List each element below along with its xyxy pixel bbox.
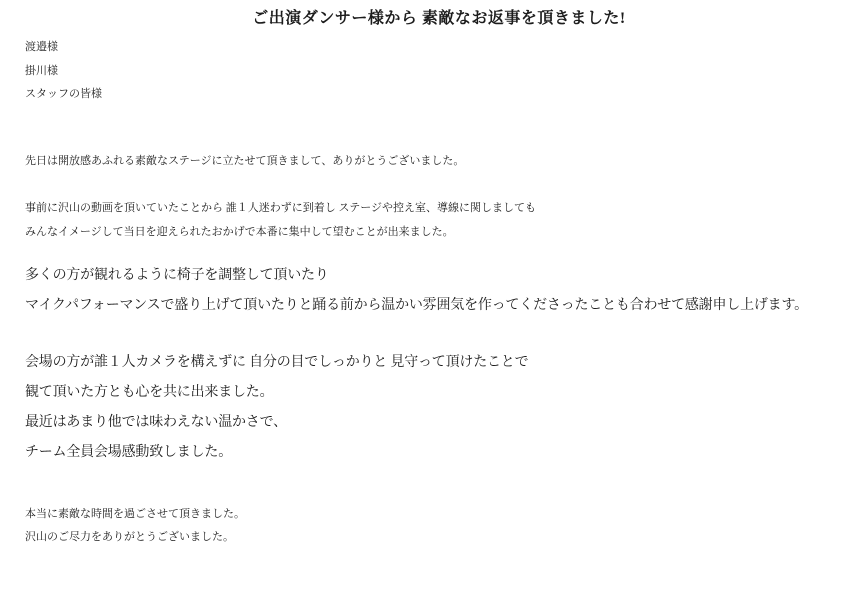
paragraph-line: 先日は開放感あふれる素敵なステージに立たせて頂きまして、ありがとうございました。	[25, 155, 465, 167]
recipient-line: スタッフの皆様	[25, 88, 102, 100]
paragraph	[25, 149, 842, 173]
paragraph-line: 最近はあまり他では味わえない温かさで、	[25, 415, 287, 430]
paragraph	[25, 348, 842, 468]
recipients-block	[25, 36, 842, 107]
paragraph-line: 多くの方が観れるように椅子を調整して頂いたり	[25, 268, 329, 283]
paragraph	[25, 261, 842, 321]
paragraph-line: マイクパフォーマンスで盛り上げて頂いたりと踊る前から温かい雰囲気を作ってくださったことも合わせて感謝申し上げます。	[25, 298, 808, 313]
paragraph-line: 観て頂いた方とも心を共に出来ました。	[25, 385, 274, 400]
recipient-line: 渡邉様	[25, 41, 58, 53]
paragraph	[25, 503, 842, 549]
paragraph-line: 沢山のご尽力をありがとうございました。	[25, 531, 234, 543]
document-title: ご出演ダンサー様から 素敵なお返事を頂きました!	[252, 10, 626, 27]
recipient-line: 掛川様	[25, 64, 58, 77]
paragraph-line: チーム全員会場感動致しました。	[25, 445, 232, 460]
paragraph-line: 会場の方が誰１人カメラを構えずに 自分の目でしっかりと 見守って頂けたことで	[25, 355, 529, 370]
paragraph-line: 本当に素敵な時間を過ごさせて頂きました。	[25, 508, 245, 520]
paragraph	[25, 196, 842, 244]
paragraph-line: みんなイメージして当日を迎えられたおかげで本番に集中して望むことが出来ました。	[25, 226, 454, 238]
paragraph-line: 事前に沢山の動画を頂いていたことから 誰１人迷わずに到着し ステージや控え室、導線に関しましても	[25, 202, 537, 214]
document-title-block	[0, 5, 842, 28]
